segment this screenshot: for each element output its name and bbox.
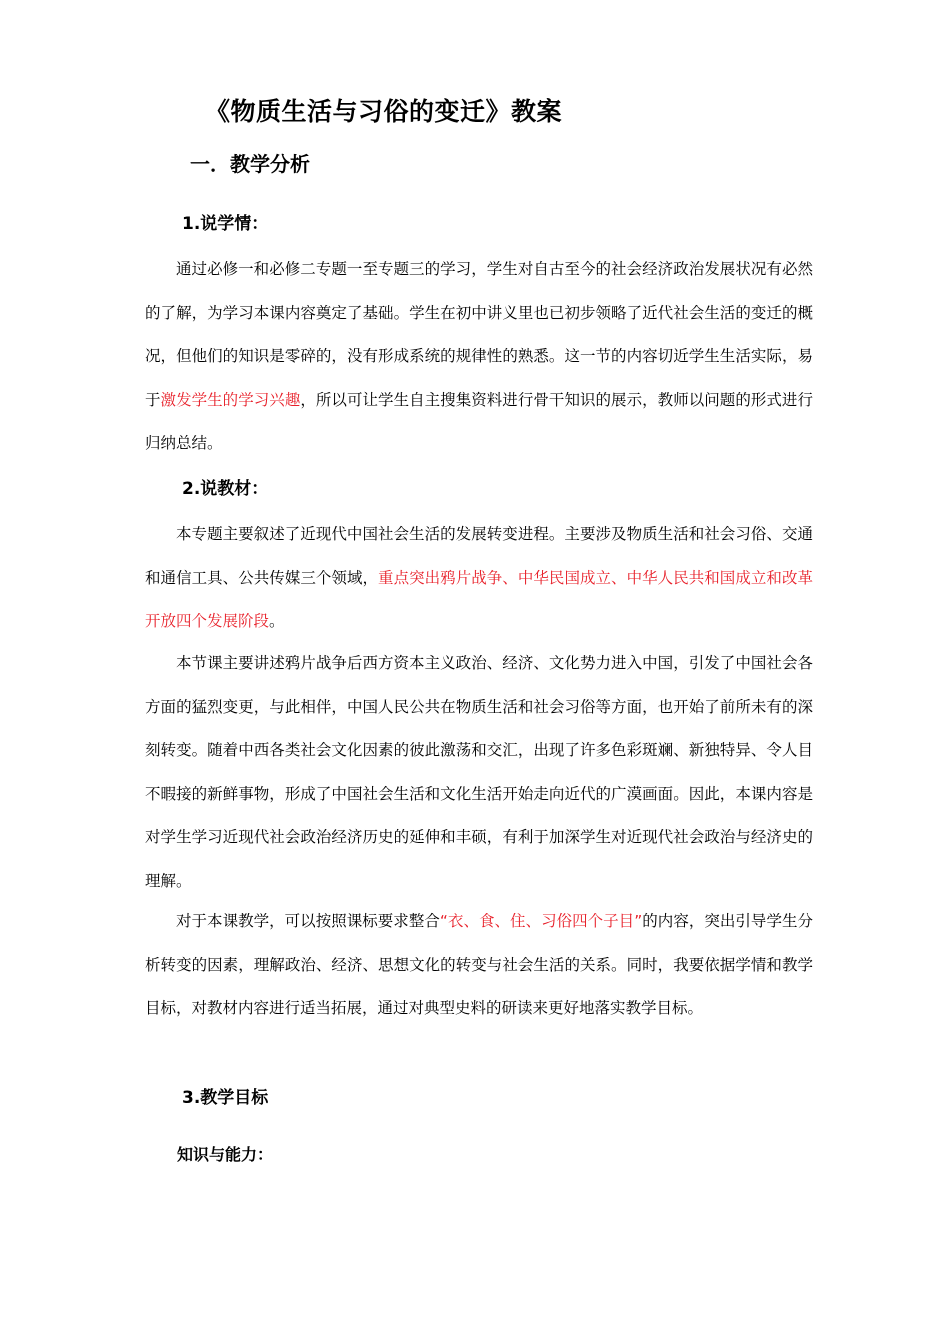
- subheading-student-situation: 1.说学情：: [182, 214, 269, 234]
- paragraph-text: 通过必修一和必修二专题一至专题三的学习，学生对自古至今的社会经济政治发展状况有必然的了解，为学习本课内容奠定了基础。学生在初中讲义里也已初步领略了近代社会生活的变迁的概况，但他们的知识是零碎的，没有形成系统的规律性的熟悉。这一节的内容切近学生生活实际，易于: [145, 260, 813, 409]
- subheading-teaching-goals: 3.教学目标: [182, 1088, 269, 1108]
- document-title: 《物质生活与习俗的变迁》教案: [205, 97, 563, 126]
- subheading-textbook: 2.说教材：: [182, 479, 269, 499]
- paragraph-lesson-content: 本节课主要讲述鸦片战争后西方资本主义政治、经济、文化势力进入中国，引发了中国社会各方面的猛烈变更，与此相伴，中国人民公共在物质生活和社会习俗等方面，也开始了前所未有的深刻转变。随着中西各类社会文化因素的彼此激荡和交汇，出现了许多色彩斑斓、新独特异、令人目不暇接的新鲜事物，形成了中国社会生活和文化生活开始走向近代的广漠画面。因此，本课内容是对学生学习近现代社会政治经济历史的延伸和丰硕，有利于加深学生对近现代社会政治与经济史的理解。: [145, 654, 813, 890]
- subheading-knowledge-ability: 知识与能力：: [177, 1145, 274, 1164]
- highlighted-text: 激发学生的学习兴趣: [160, 390, 301, 409]
- paragraph-text: 的内容，突出引导学生分析转变的因素，理解政治、经济、思想文化的转变与社会生活的关系。同时，我要依据学情和教学目标，对教材内容进行适当拓展，通过对典型史料的研读来更好地落实教学目标。: [145, 912, 813, 1017]
- paragraph-text: 对于本课教学，可以按照课标要求整合: [176, 912, 440, 930]
- highlighted-text: “衣、食、住、习俗四个子目”: [439, 912, 643, 930]
- paragraph-text: 本专题主要叙述了近现代中国社会生活的发展转变进程。主要涉及物质生活和社会习俗、交通和通信工具、公共传媒三个领域，: [145, 525, 813, 587]
- paragraph-textbook-overview: [145, 513, 813, 644]
- paragraph-teaching-approach: [145, 900, 813, 1031]
- highlighted-text: 重点突出鸦片战争、中华民国成立、中华人民共和国成立和改革开放四个发展阶段: [145, 568, 813, 630]
- section-heading-teaching-analysis: 一．教学分析: [190, 152, 310, 176]
- paragraph-text: 。: [269, 612, 285, 630]
- paragraph-student-situation: [145, 248, 813, 466]
- paragraph-text: ，所以可让学生自主搜集资料进行骨干知识的展示，教师以问题的形式进行归纳总结。: [145, 390, 813, 452]
